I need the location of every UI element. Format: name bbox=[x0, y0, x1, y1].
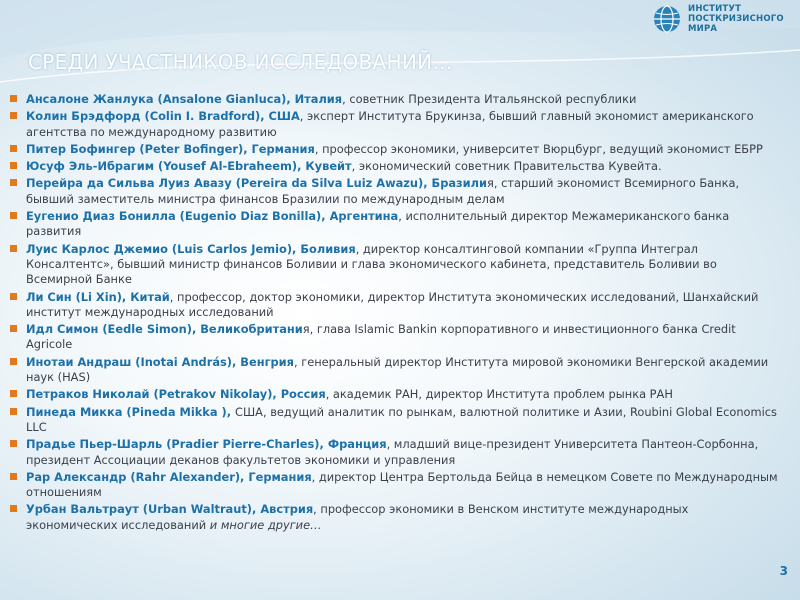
participant-item bbox=[8, 290, 783, 321]
participant-separator: , bbox=[226, 404, 236, 419]
participant-name: Идл Симон (Eedle Simon) bbox=[26, 322, 192, 337]
bullet-icon bbox=[10, 95, 17, 102]
page-number: 3 bbox=[779, 564, 788, 578]
participant-separator: , bbox=[252, 502, 261, 517]
participant-country: Германия bbox=[251, 141, 315, 156]
participant-item bbox=[8, 209, 783, 240]
participant-separator: , bbox=[292, 241, 301, 256]
participant-item bbox=[8, 470, 783, 501]
participant-description: , директор Центра Бертольда Бейца в немецком Совете по Международным отношениям bbox=[26, 469, 778, 500]
globe-icon bbox=[652, 4, 682, 34]
participant-country: Аргентина bbox=[329, 209, 399, 224]
participant-country: Великобритани bbox=[200, 322, 303, 337]
bullet-icon bbox=[10, 293, 17, 300]
participant-item bbox=[8, 159, 783, 174]
participant-separator: , bbox=[319, 437, 328, 452]
participant-separator: , bbox=[297, 159, 306, 174]
participant-separator: , bbox=[243, 141, 252, 156]
participant-country: Россия bbox=[280, 387, 326, 402]
participant-description: я, глава Islamic Bankin корпоративного и инвестиционного банка Credit Agricole bbox=[26, 322, 736, 352]
participant-description: , профессор экономики, университет Вюрцбург, ведущий экономист ЕБРР bbox=[314, 141, 763, 156]
participant-name: Питер Бофингер (Peter Bofinger) bbox=[26, 141, 244, 156]
participants-list bbox=[8, 92, 783, 535]
bullet-icon bbox=[10, 440, 17, 447]
bullet-icon bbox=[10, 358, 17, 365]
participant-country: Австрия bbox=[260, 502, 314, 517]
bullet-icon bbox=[10, 408, 17, 415]
bullet-icon bbox=[10, 325, 17, 332]
bullet-icon bbox=[10, 179, 17, 186]
bullet-icon bbox=[10, 390, 17, 397]
participant-country: Бразили bbox=[431, 176, 487, 191]
participant-name: Еугенио Диаз Бонилла (Eugenio Diaz Bonilla) bbox=[26, 209, 322, 224]
participant-name: Прадье Пьер-Шарль (Pradier Pierre-Charles) bbox=[26, 437, 320, 452]
participant-name: Колин Брэдфорд (Colin I. Bradford) bbox=[26, 109, 261, 124]
participant-country: Франция bbox=[327, 437, 387, 452]
participant-item bbox=[8, 387, 783, 402]
participant-separator: , bbox=[321, 209, 330, 224]
participant-separator: , bbox=[240, 469, 249, 484]
participant-separator: , bbox=[272, 387, 281, 402]
participant-name: Инотаи Андраш (Inotai András) bbox=[26, 354, 232, 369]
participant-country: Италия bbox=[294, 92, 343, 106]
participant-item bbox=[8, 176, 783, 207]
participant-name: Петраков Николай (Petrakov Nikolay) bbox=[26, 387, 273, 402]
participant-country: США bbox=[268, 109, 300, 124]
bullet-icon bbox=[10, 112, 17, 119]
participant-description: , профессор экономики в Венском институте международных экономических исследований bbox=[26, 502, 689, 532]
participant-description: , генеральный директор Института мировой экономики Венгерской академии наук (HAS) bbox=[26, 354, 769, 385]
bullet-icon bbox=[10, 473, 17, 480]
participant-name: Перейра да Сильва Луиз Авазу (Pereira da Silva Luiz Awazu) bbox=[26, 176, 424, 191]
participant-country: Венгрия bbox=[240, 354, 294, 369]
participant-description: , директор консалтинговой компании «Группа Интеграл Консалтентс», бывший министр финансов Боливии и глава экономического кабинета, представитель Боливии во Всемирной Банке bbox=[26, 241, 717, 287]
participant-item bbox=[8, 322, 783, 353]
participant-name: Ансалоне Жанлука (Ansalone Gianluca) bbox=[26, 92, 287, 106]
participant-item bbox=[8, 92, 783, 107]
participant-item bbox=[8, 405, 783, 436]
participant-separator: , bbox=[191, 322, 201, 337]
bullet-icon bbox=[10, 245, 17, 252]
bullet-icon bbox=[10, 212, 17, 219]
participant-name: Пинеда Микка (Pineda Mikka ) bbox=[26, 404, 227, 419]
participant-description: , профессор, доктор экономики, директор Института экономических исследований, Шанхайский институт международных исследований bbox=[26, 289, 759, 319]
participant-description: я, старший экономист Всемирного Банка, бывший заместитель министра финансов Бразилии по международным делам bbox=[26, 176, 740, 206]
participant-item bbox=[8, 109, 783, 140]
participant-description: США, ведущий аналитик по рынкам, валютной политике и Азии, Roubini Global Economics LLC bbox=[26, 404, 777, 434]
participant-description: , эксперт Института Брукинза, бывший главный экономист американского агентства по международному развитию bbox=[26, 109, 754, 139]
institute-logo bbox=[652, 4, 784, 34]
logo-line-2: ПОСТКРИЗИСНОГО bbox=[688, 14, 784, 24]
participant-country: Боливия bbox=[300, 241, 356, 256]
participant-item bbox=[8, 242, 783, 288]
participant-name: Луис Карлос Джемио (Luis Carlos Jemio) bbox=[26, 241, 293, 256]
logo-text bbox=[688, 4, 784, 34]
participant-description: , академик РАН, директор Института проблем рынка РАН bbox=[325, 387, 673, 402]
participant-item bbox=[8, 437, 783, 468]
participant-description: , советник Президента Итальянской республики bbox=[342, 92, 637, 106]
participant-country: Кувейт bbox=[305, 159, 352, 174]
participant-separator: , bbox=[286, 92, 295, 106]
participant-item bbox=[8, 502, 783, 533]
logo-line-1: ИНСТИТУТ bbox=[688, 4, 742, 14]
participant-description: , младший вице-президент Университета Пантеон-Сорбонна, президент Ассоциации деканов факультетов экономики и управления bbox=[26, 437, 759, 467]
bullet-icon bbox=[10, 162, 17, 169]
participant-separator: , bbox=[232, 354, 241, 369]
participant-item bbox=[8, 142, 783, 157]
participant-name: Ли Син (Li Xin) bbox=[26, 289, 122, 304]
participant-name: Юсуф Эль-Ибрагим (Yousef Al-Ebraheem) bbox=[26, 159, 298, 174]
participant-separator: , bbox=[423, 176, 432, 191]
participant-description: , экономический советник Правительства Кувейта. bbox=[351, 159, 662, 174]
participant-country: Германия bbox=[248, 469, 312, 484]
participant-description: , исполнительный директор Межамериканского банка развития bbox=[26, 209, 730, 239]
participant-name: Рар Александр (Rahr Alexander) bbox=[26, 469, 241, 484]
participant-item bbox=[8, 355, 783, 386]
bullet-icon bbox=[10, 145, 17, 152]
participant-name: Урбан Вальтраут (Urban Waltraut) bbox=[26, 502, 253, 517]
more-others-note: и многие другие… bbox=[209, 517, 322, 532]
participant-country: Китай bbox=[130, 289, 170, 304]
participant-separator: , bbox=[121, 289, 131, 304]
slide-title: СРЕДИ УЧАСТНИКОВ ИССЛЕДОВАНИЙ… bbox=[28, 50, 453, 74]
bullet-icon bbox=[10, 505, 17, 512]
participant-separator: , bbox=[260, 109, 269, 124]
logo-line-3: МИРА bbox=[688, 24, 718, 34]
